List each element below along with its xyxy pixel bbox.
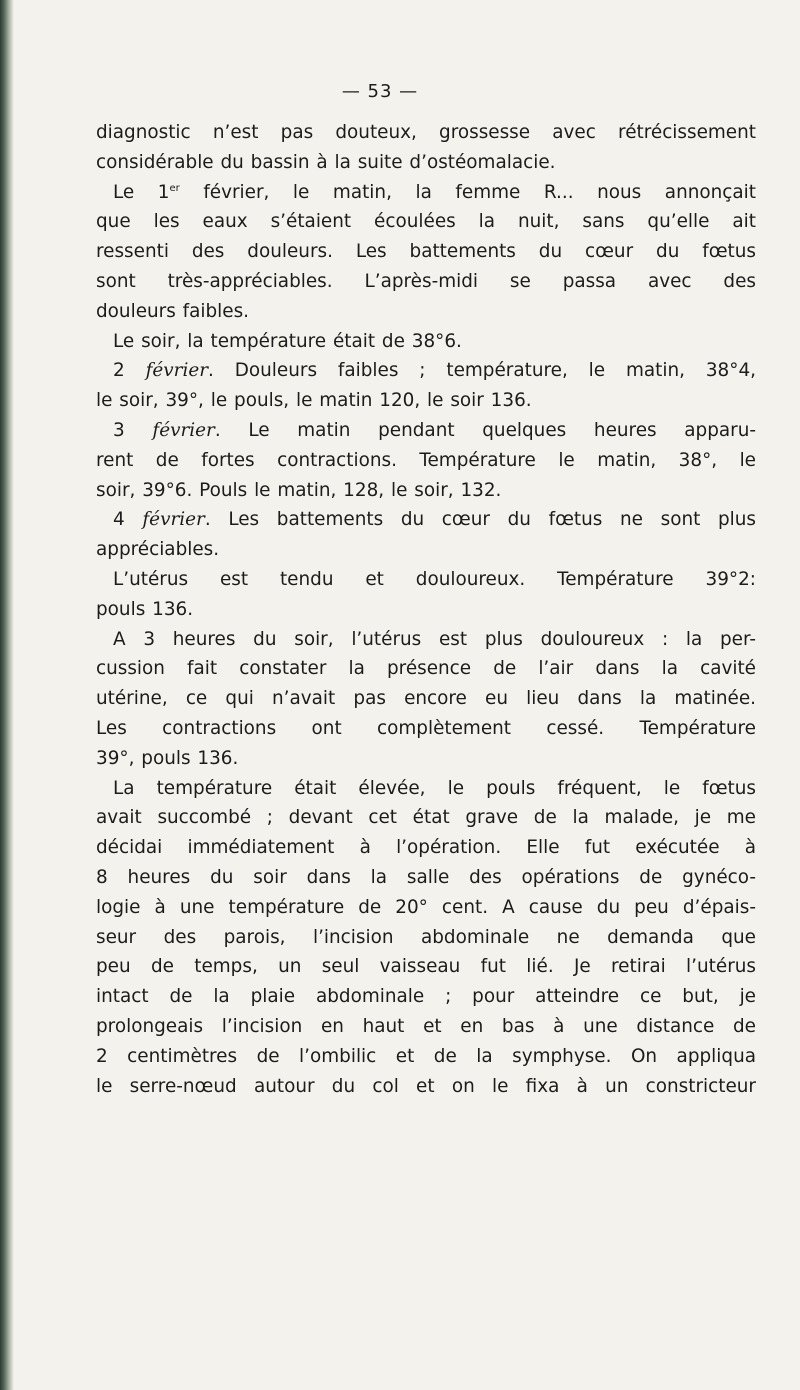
text-line: Le soir, la température était de 38°6. [113, 330, 462, 352]
text-line: 2 centimètres de l’ombilic et de la symphyse. On appliqua [96, 1045, 756, 1067]
text-line: logie à une température de 20° cent. A cause du peu d’épais- [96, 896, 756, 918]
text-line: soir, 39°6. Pouls le matin, 128, le soir, 132. [96, 479, 502, 501]
text-line: 39°, pouls 136. [96, 747, 239, 769]
text-line: sont très-appréciables. L’après-midi se passa avec des [96, 270, 756, 292]
text-line: appréciables. [96, 539, 220, 561]
text-line: utérine, ce qui n’avait pas encore eu lieu dans la matinée. [96, 688, 756, 710]
text-line: prolongeais l’incision en haut et en bas à une distance de [96, 1015, 756, 1037]
page-number: — 53 — [341, 81, 419, 102]
text-line: 2 février. Douleurs faibles ; température, le matin, 38°4, [113, 360, 756, 382]
text-line: La température était élevée, le pouls fréquent, le fœtus [113, 777, 756, 799]
text-line: 3 février. Le matin pendant quelques heures apparu- [113, 419, 757, 441]
text-line: le soir, 39°, le pouls, le matin 120, le soir 136. [96, 390, 532, 412]
text-line: Le 1er février, le matin, la femme R... nous annonçait [113, 181, 756, 203]
text-line: avait succombé ; devant cet état grave de la malade, je me [96, 807, 756, 829]
text-line: considérable du bassin à la suite d’ostéomalacie. [96, 151, 556, 173]
text-line: ressenti des douleurs. Les battements du cœur du fœtus [96, 241, 756, 263]
text-line: pouls 136. [96, 598, 194, 620]
text-line: rent de fortes contractions. Température le matin, 38°, le [96, 449, 756, 471]
text-line: L’utérus est tendu et douloureux. Température 39°2: [113, 568, 756, 590]
text-line: douleurs faibles. [96, 300, 250, 322]
text-line: Les contractions ont complètement cessé. Température [96, 717, 756, 739]
text-line: intact de la plaie abdominale ; pour atteindre ce but, je [96, 986, 756, 1008]
text-line: A 3 heures du soir, l’utérus est plus douloureux : la per- [113, 628, 756, 650]
text-line: peu de temps, un seul vaisseau fut lié. Je retirai l’utérus [96, 956, 756, 978]
text-line: cussion fait constater la présence de l’air dans la cavité [96, 658, 756, 680]
text-line: que les eaux s’étaient écoulées la nuit, sans qu’elle ait [96, 211, 756, 233]
text-line: 8 heures du soir dans la salle des opérations de gynéco- [96, 866, 756, 888]
body-text [96, 118, 756, 1101]
text-line: 4 février. Les battements du cœur du fœtus ne sont plus [113, 509, 757, 531]
text-line: diagnostic n’est pas douteux, grossesse avec rétrécissement [96, 122, 756, 143]
text-line: le serre-nœud autour du col et on le fixa à un constricteur [96, 1075, 756, 1097]
text-line: seur des parois, l’incision abdominale ne demanda que [96, 926, 756, 948]
text-line: décidai immédiatement à l’opération. Elle fut exécutée à [96, 837, 756, 859]
book-binding-edge [0, 0, 14, 1390]
